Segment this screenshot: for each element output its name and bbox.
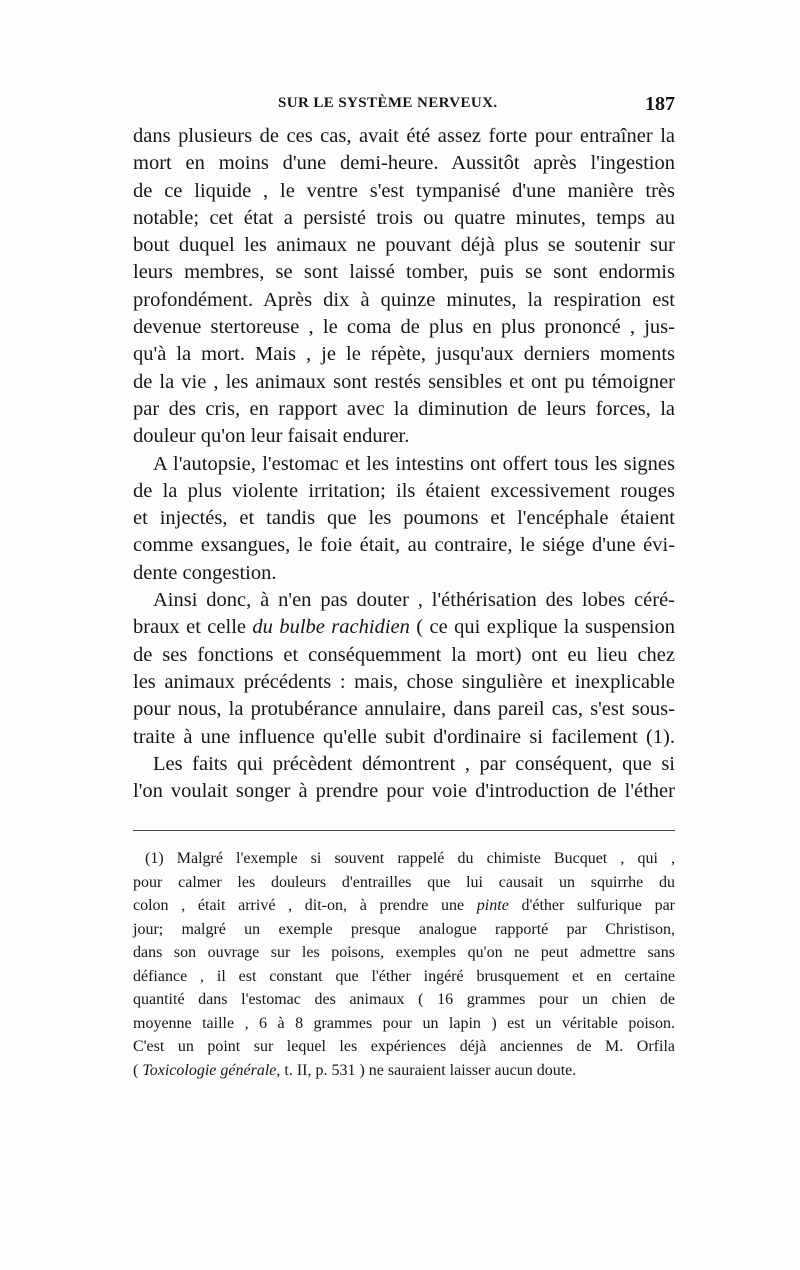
- text-segment: , t. II, p. 531 ) ne sauraient laisser aucun doute.: [276, 1061, 577, 1079]
- text-line: et injectés, et tandis que les poumons et l'encéphale étaient: [133, 507, 675, 530]
- text-line: l'on voulait songer à prendre pour voie d'introduction de l'éther: [133, 780, 675, 803]
- text-segment: colon , était arrivé , dit-on, à prendre une: [133, 897, 465, 914]
- text-line: de la vie , les animaux sont restés sensibles et ont pu témoigner: [133, 370, 675, 393]
- text-line: Ainsi donc, à n'en pas douter , l'éthérisation des lobes céré-: [153, 589, 675, 612]
- text-line: Les faits qui précèdent démontrent , par conséquent, que si: [153, 752, 675, 775]
- italic-title: Toxicologie générale: [142, 1061, 277, 1079]
- footnote-line: moyenne taille , 6 à 8 grammes pour un lapin ) est un véritable poison.: [133, 1014, 675, 1032]
- footnote-line: (1) Malgré l'exemple si souvent rappelé du chimiste Bucquet , qui ,: [145, 850, 675, 867]
- main-text: [133, 123, 675, 805]
- page-number: 187: [645, 93, 675, 115]
- page-header: [133, 93, 675, 117]
- text-line: douleur qu'on leur faisait endurer.: [133, 425, 410, 448]
- text-segment: (: [133, 1061, 139, 1079]
- footnote-line: défiance , il est constant que l'éther ingéré brusquement et en certaine: [133, 967, 675, 985]
- footnote-line: [133, 894, 675, 918]
- text-line: de ce liquide , le ventre s'est tympanisé d'une manière très: [133, 179, 675, 202]
- text-line: par des cris, en rapport avec la diminution de leurs forces, la: [133, 397, 675, 420]
- text-line: leurs membres, se sont laissé tomber, puis se sont endormis: [133, 261, 675, 284]
- text-line: bout duquel les animaux ne pouvant déjà plus se soutenir sur: [133, 234, 675, 257]
- text-line: profondément. Après dix à quinze minutes, la respiration est: [133, 288, 675, 311]
- text-segment: ( ce qui explique la suspension: [416, 616, 675, 639]
- footnote: [133, 847, 675, 1082]
- footnote-rule: [133, 830, 675, 831]
- text-line: dans plusieurs de ces cas, avait été assez forte pour entraîner la: [133, 125, 675, 147]
- footnote-line: C'est un point sur lequel les expériences déjà anciennes de M. Orfila: [133, 1038, 675, 1055]
- footnote-line: dans son ouvrage sur les poisons, exemples qu'on ne peut admettre sans: [133, 944, 675, 961]
- text-line: qu'à la mort. Mais , je le répète, jusqu'aux derniers moments: [133, 343, 675, 366]
- text-segment: braux et celle: [133, 616, 246, 639]
- footnote-line: pour calmer les douleurs d'entrailles que lui causait un squirrhe du: [133, 873, 675, 891]
- italic-term: pinte: [476, 897, 509, 914]
- text-line: [133, 614, 675, 641]
- text-line: de ses fonctions et conséquemment la mort) ont eu lieu chez: [133, 643, 675, 666]
- text-line: devenue stertoreuse , le coma de plus en plus prononcé , jus-: [133, 316, 675, 339]
- text-line: traite à une influence qu'elle subit d'ordinaire si facilement (1).: [133, 725, 675, 748]
- footnote-line: jour; malgré un exemple presque analogue rapporté par Christison,: [133, 920, 675, 938]
- text-line: notable; cet état a persisté trois ou quatre minutes, temps au: [133, 206, 675, 229]
- text-line: dente congestion.: [133, 561, 277, 584]
- footnote-line: quantité dans l'estomac des animaux ( 16 grammes pour un chien de: [133, 991, 675, 1008]
- italic-term: du bulbe rachidien: [252, 616, 410, 639]
- text-line: comme exsangues, le foie était, au contraire, le siége d'une évi-: [133, 534, 675, 557]
- running-title: SUR LE SYSTÈME NERVEUX.: [278, 95, 498, 111]
- text-line: A l'autopsie, l'estomac et les intestins ont offert tous les signes: [153, 452, 675, 475]
- text-segment: d'éther sulfurique par: [521, 897, 676, 914]
- text-line: mort en moins d'une demi-heure. Aussitôt après l'ingestion: [133, 152, 675, 175]
- footnote-line: [133, 1059, 675, 1083]
- text-line: pour nous, la protubérance annulaire, dans pareil cas, s'est sous-: [133, 698, 675, 721]
- text-line: de la plus violente irritation; ils étaient excessivement rouges: [133, 479, 675, 502]
- text-line: les animaux précédents : mais, chose singulière et inexplicable: [133, 670, 675, 693]
